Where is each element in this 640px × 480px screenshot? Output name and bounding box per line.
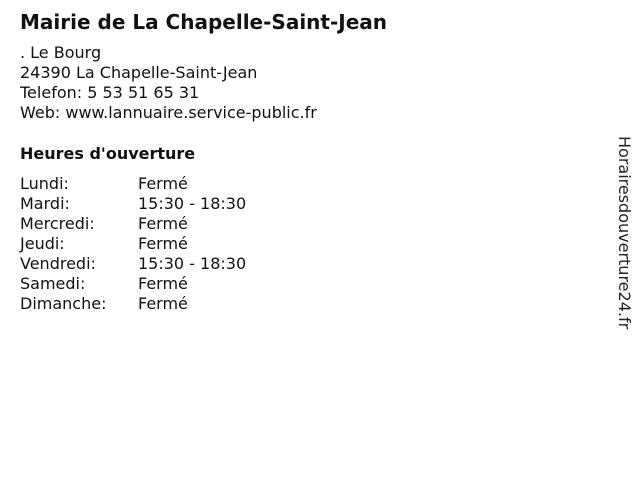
- site-watermark: Horairesdouverture24.fr: [615, 136, 634, 330]
- day-label: Mercredi:: [20, 214, 95, 233]
- hours-row-friday: [20, 254, 246, 274]
- opening-hours-list: [20, 174, 246, 314]
- day-label: Samedi:: [20, 274, 86, 293]
- website: Web: www.lannuaire.service-public.fr: [20, 103, 317, 122]
- day-label: Jeudi:: [20, 234, 65, 253]
- day-label: Dimanche:: [20, 294, 107, 313]
- phone-number: Telefon: 5 53 51 65 31: [20, 83, 200, 102]
- time-value: 15:30 - 18:30: [138, 254, 247, 273]
- hours-row-tuesday: [20, 194, 246, 214]
- hours-row-saturday: [20, 274, 246, 294]
- page-title: Mairie de La Chapelle-Saint-Jean: [20, 10, 388, 34]
- time-value: Fermé: [138, 294, 188, 313]
- time-value: Fermé: [138, 234, 188, 253]
- time-value: Fermé: [138, 174, 188, 193]
- hours-row-sunday: [20, 294, 246, 314]
- time-value: Fermé: [138, 274, 188, 293]
- hours-row-monday: [20, 174, 246, 194]
- time-value: 15:30 - 18:30: [138, 194, 247, 213]
- day-label: Lundi:: [20, 174, 69, 193]
- postal-city: 24390 La Chapelle-Saint-Jean: [20, 63, 258, 82]
- time-value: Fermé: [138, 214, 188, 233]
- hours-row-wednesday: [20, 214, 246, 234]
- address-block: [20, 43, 317, 123]
- hours-row-thursday: [20, 234, 246, 254]
- day-label: Mardi:: [20, 194, 70, 213]
- street-address: . Le Bourg: [20, 43, 102, 62]
- day-label: Vendredi:: [20, 254, 96, 273]
- opening-hours-heading: Heures d'ouverture: [20, 144, 196, 163]
